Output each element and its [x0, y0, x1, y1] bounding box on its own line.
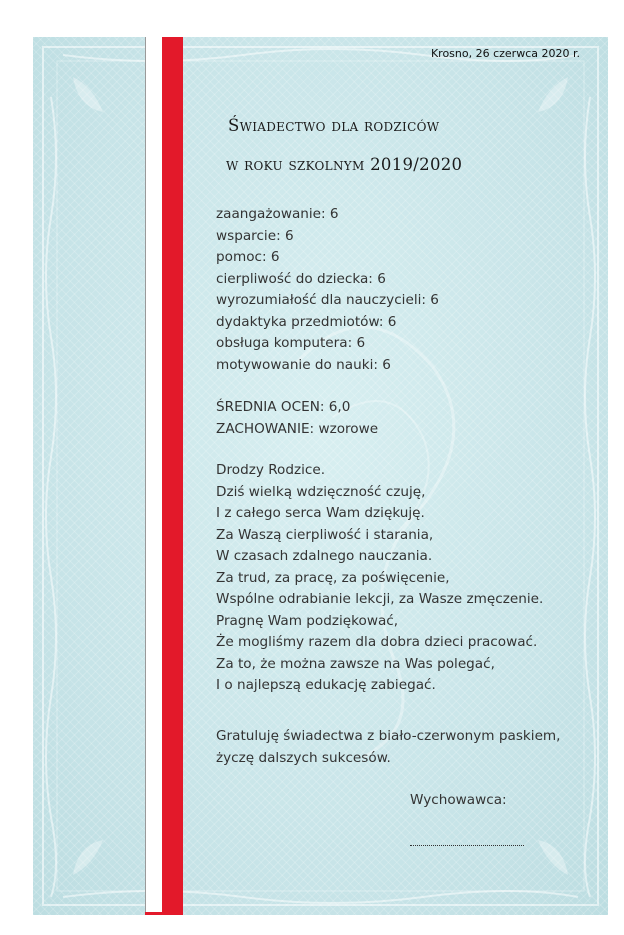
poem-line: Dziś wielką wdzięczność czuję, [216, 483, 426, 500]
certificate-subtitle: w roku szkolnym 2019/2020 [226, 155, 463, 174]
grade-item: dydaktyka przedmiotów: 6 [216, 313, 397, 330]
congrats-line: życzę dalszych sukcesów. [216, 749, 391, 766]
poem-line: Wspólne odrabianie lekcji, za Wasze zmęczenie. [216, 591, 544, 607]
behavior-grade: ZACHOWANIE: wzorowe [216, 420, 379, 437]
stripe-white [145, 37, 162, 915]
congratulations-block [216, 726, 561, 769]
stripe-bottom-edge [145, 912, 183, 915]
poem-block [216, 460, 543, 697]
poem-line: W czasach zdalnego nauczania. [216, 548, 433, 564]
grade-item: zaangażowanie: 6 [216, 206, 339, 222]
poem-line: Za Waszą cierpliwość i starania, [216, 526, 434, 543]
grade-item: pomoc: 6 [216, 249, 280, 265]
grade-item: obsługa komputera: 6 [216, 335, 366, 351]
poem-line: Za to, że można zawsze na Was polegać, [216, 655, 495, 672]
grade-item: motywowanie do nauki: 6 [216, 356, 391, 373]
poem-line: Drodzy Rodzice. [216, 462, 326, 478]
poem-line: I o najlepszą edukację zabiegać. [216, 677, 436, 693]
stripe-red [162, 37, 183, 915]
grade-item: wyrozumiałość dla nauczycieli: 6 [216, 292, 439, 308]
congrats-line: Gratuluję świadectwa z biało-czerwonym paskiem, [216, 728, 561, 744]
poem-line: Że mogliśmy razem dla dobra dzieci pracować. [216, 634, 538, 650]
date-line: Krosno, 26 czerwca 2020 r. [430, 47, 580, 60]
white-red-stripe [145, 37, 183, 915]
poem-line: Za trud, za pracę, za poświęcenie, [216, 569, 450, 586]
grade-item: wsparcie: 6 [216, 227, 294, 244]
signature-label: Wychowawca: [410, 792, 507, 808]
grades-list [216, 204, 439, 376]
summary-block [216, 397, 378, 440]
signature-line [410, 845, 524, 846]
poem-line: Pragnę Wam podziękować, [216, 612, 399, 629]
poem-line: I z całego serca Wam dziękuję. [216, 505, 425, 521]
certificate-title: Świadectwo dla rodziców [228, 116, 440, 135]
average-grade: ŚREDNIA OCEN: 6,0 [216, 399, 351, 415]
grade-item: cierpliwość do dziecka: 6 [216, 270, 386, 287]
